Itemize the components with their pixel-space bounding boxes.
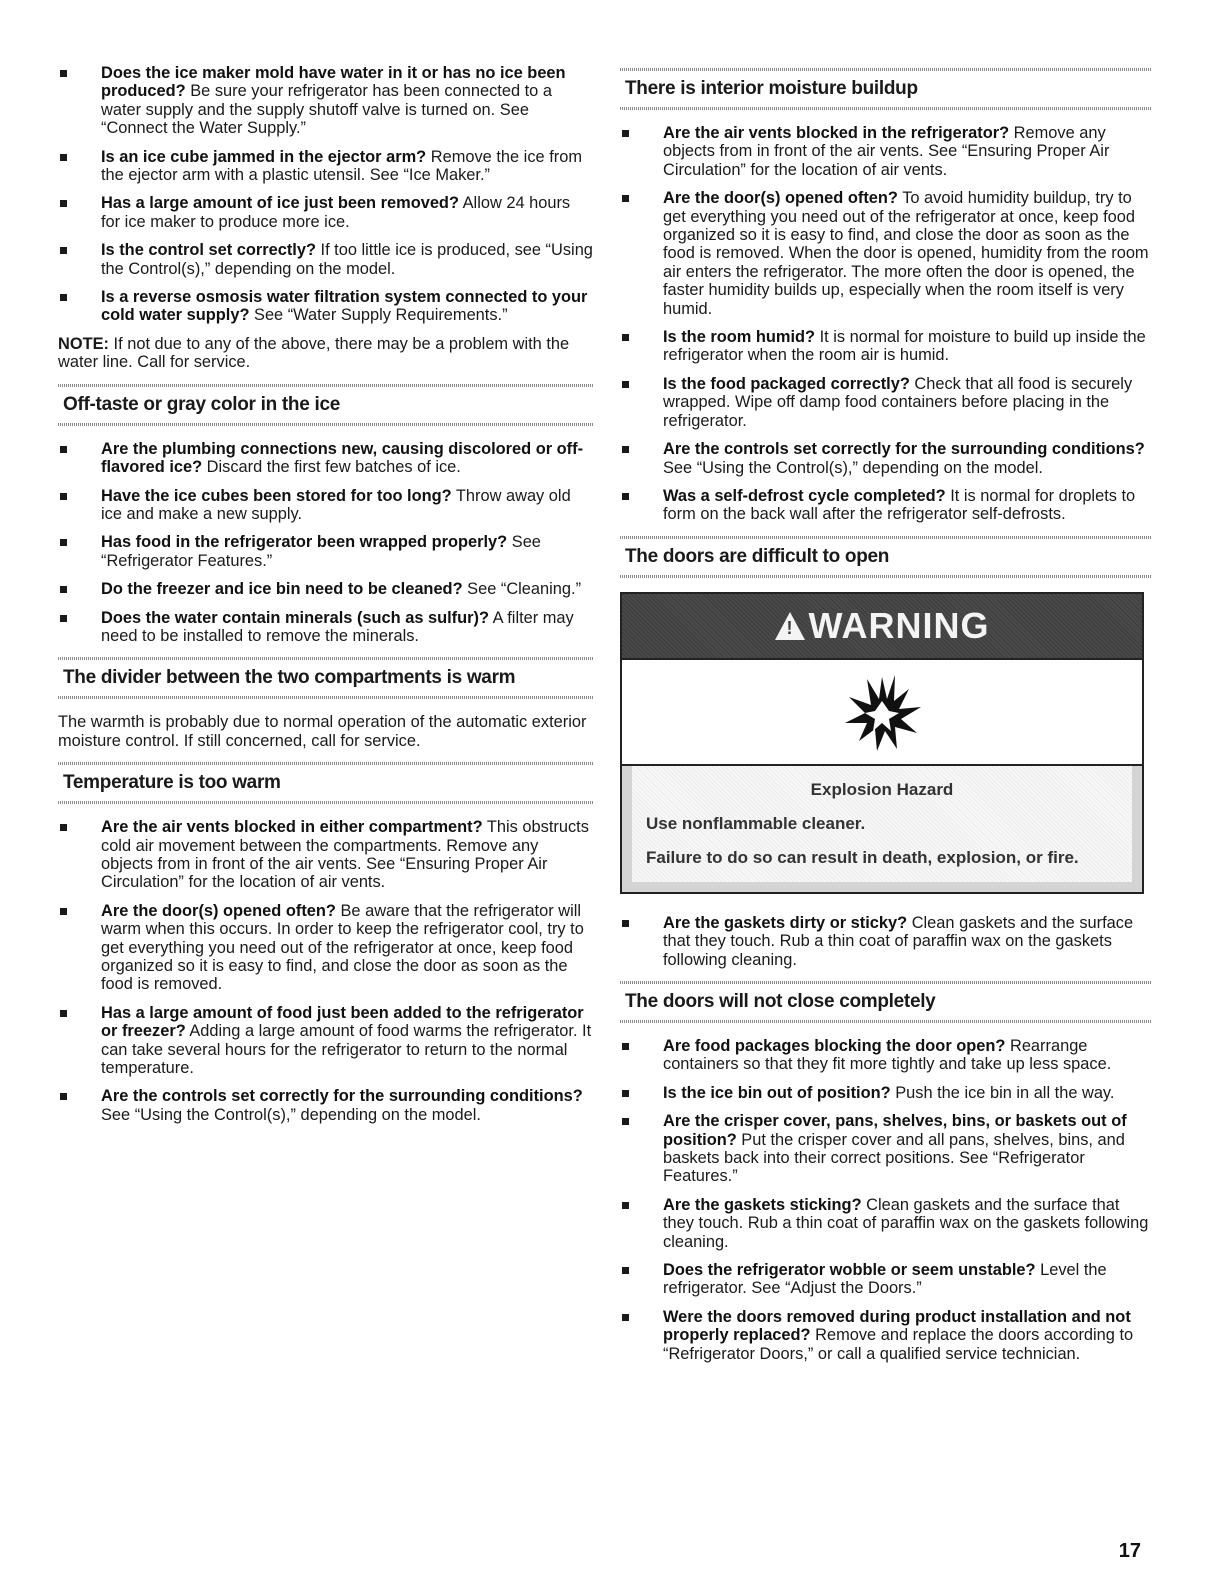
list-item: Do the freezer and ice bin need to be cleaned? See “Cleaning.” (58, 580, 593, 598)
section-header (620, 68, 1152, 110)
warning-title: WARNING (808, 604, 990, 646)
list-item: Are the crisper cover, pans, shelves, bins, or baskets out of position? Put the crisper cover and all pans, shelves, bins, and baskets back into their correct positions. See “Refrigerator Features.” (620, 1112, 1152, 1186)
list-item: Were the doors removed during product installation and not properly replaced? Remove and replace the doors according to “Refrigerator Doors,” or call a qualified service technician. (620, 1308, 1152, 1363)
section-title: There is interior moisture buildup (625, 78, 918, 99)
list-item: Does the ice maker mold have water in it or has no ice been produced? Be sure your refrigerator has been connected to a water supply and the supply shutoff valve is turned on. See “Connect the Water Supply.” (58, 64, 593, 138)
list-item: Is the control set correctly? If too little ice is produced, see “Using the Control(s),” depending on the model. (58, 241, 593, 278)
list-item: Are the door(s) opened often? Be aware that the refrigerator will warm when this occurs. In order to keep the refrigerator cool, try to get everything you need out of the refrigerator at once, keep food organized so it is easy to find, and close the door as soon as the food is removed. (58, 902, 593, 994)
left-column (58, 64, 593, 1134)
list-item: Are food packages blocking the door open? Rearrange containers so that they fit more tightly and take up less space. (620, 1037, 1152, 1074)
section-header (620, 981, 1152, 1023)
difficult-list (620, 914, 1152, 969)
divider-paragraph: The warmth is probably due to normal operation of the automatic exterior moisture control. If still concerned, call for service. (58, 713, 587, 750)
section-title: Temperature is too warm (63, 772, 281, 794)
list-item: Are the controls set correctly for the surrounding conditions? See “Using the Control(s),” depending on the model. (620, 440, 1152, 477)
note-paragraph: NOTE: If not due to any of the above, there may be a problem with the water line. Call for service. (58, 334, 570, 372)
not-close-list (620, 1037, 1152, 1363)
section-header (58, 384, 593, 426)
list-item: Are the controls set correctly for the surrounding conditions? See “Using the Control(s),” depending on the model. (58, 1087, 593, 1124)
right-column (620, 64, 1152, 1373)
hazard-title: Explosion Hazard (810, 779, 954, 799)
section-header (58, 657, 593, 699)
list-item: Has food in the refrigerator been wrapped properly? See “Refrigerator Features.” (58, 533, 593, 570)
list-item: Does the water contain minerals (such as sulfur)? A filter may need to be installed to remove the minerals. (58, 609, 593, 646)
temperature-list (58, 818, 593, 1124)
warning-header (622, 594, 1142, 660)
list-item: Are the gaskets dirty or sticky? Clean gaskets and the surface that they touch. Rub a thin coat of paraffin wax on the gaskets following cleaning. (620, 914, 1152, 969)
list-item: Are the air vents blocked in the refrigerator? Remove any objects from in front of the air vents. See “Ensuring Proper Air Circulation” for the location of air vents. (620, 124, 1152, 179)
moisture-list (620, 124, 1152, 524)
section-title: The doors are difficult to open (625, 545, 890, 567)
section-header (58, 762, 593, 804)
list-item: Does the refrigerator wobble or seem unstable? Level the refrigerator. See “Adjust the Doors.” (620, 1261, 1152, 1298)
list-item: Have the ice cubes been stored for too long? Throw away old ice and make a new supply. (58, 487, 593, 524)
list-item: Are the plumbing connections new, causing discolored or off-flavored ice? Discard the first few batches of ice. (58, 440, 593, 477)
section-title: Off-taste or gray color in the ice (63, 393, 340, 415)
page-number: 17 (1118, 1540, 1141, 1562)
list-item: Are the gaskets sticking? Clean gaskets and the surface that they touch. Rub a thin coat of paraffin wax on the gaskets following cleaning. (620, 1196, 1152, 1251)
ice-production-list (58, 64, 593, 325)
warning-body (622, 766, 1142, 892)
section-title: The divider between the two compartments is warm (63, 667, 516, 689)
warning-box (620, 592, 1144, 894)
warning-triangle-icon: ! (775, 612, 805, 640)
section-title: The doors will not close completely (625, 990, 936, 1012)
list-item: Is the ice bin out of position? Push the ice bin in all the way. (620, 1084, 1152, 1102)
list-item: Has a large amount of food just been added to the refrigerator or freezer? Adding a large amount of food warms the refrigerator. It can take several hours for the refrigerator to return to the normal temperature. (58, 1004, 593, 1078)
warning-instruction: Use nonflammable cleaner. (646, 813, 866, 833)
list-item: Are the door(s) opened often? To avoid humidity buildup, try to get everything you need out of the refrigerator at once, keep food organized so it is easy to find, and close the door as soon as the food is removed. When the door is opened, humidity from the room air enters the refrigerator. The more often the door is opened, the faster humidity builds up, especially when the room itself is very humid. (620, 189, 1152, 318)
explosion-icon (622, 660, 1142, 766)
warning-consequence: Failure to do so can result in death, explosion, or fire. (646, 847, 1079, 867)
list-item: Has a large amount of ice just been removed? Allow 24 hours for ice maker to produce more ice. (58, 194, 593, 231)
list-item: Is an ice cube jammed in the ejector arm? Remove the ice from the ejector arm with a plastic utensil. See “Ice Maker.” (58, 148, 593, 185)
list-item: Was a self-defrost cycle completed? It is normal for droplets to form on the back wall after the refrigerator self-defrosts. (620, 487, 1152, 524)
list-item: Is a reverse osmosis water filtration system connected to your cold water supply? See “Water Supply Requirements.” (58, 288, 593, 325)
list-item: Are the air vents blocked in either compartment? This obstructs cold air movement between the compartments. Remove any objects from in front of the air vents. See “Ensuring Proper Air Circulation” for the location of air vents. (58, 818, 593, 892)
off-taste-list (58, 440, 593, 646)
section-header (620, 536, 1152, 578)
list-item: Is the food packaged correctly? Check that all food is securely wrapped. Wipe off damp food containers before placing in the refrigerator. (620, 375, 1152, 430)
list-item: Is the room humid? It is normal for moisture to build up inside the refrigerator when the room air is humid. (620, 328, 1152, 365)
